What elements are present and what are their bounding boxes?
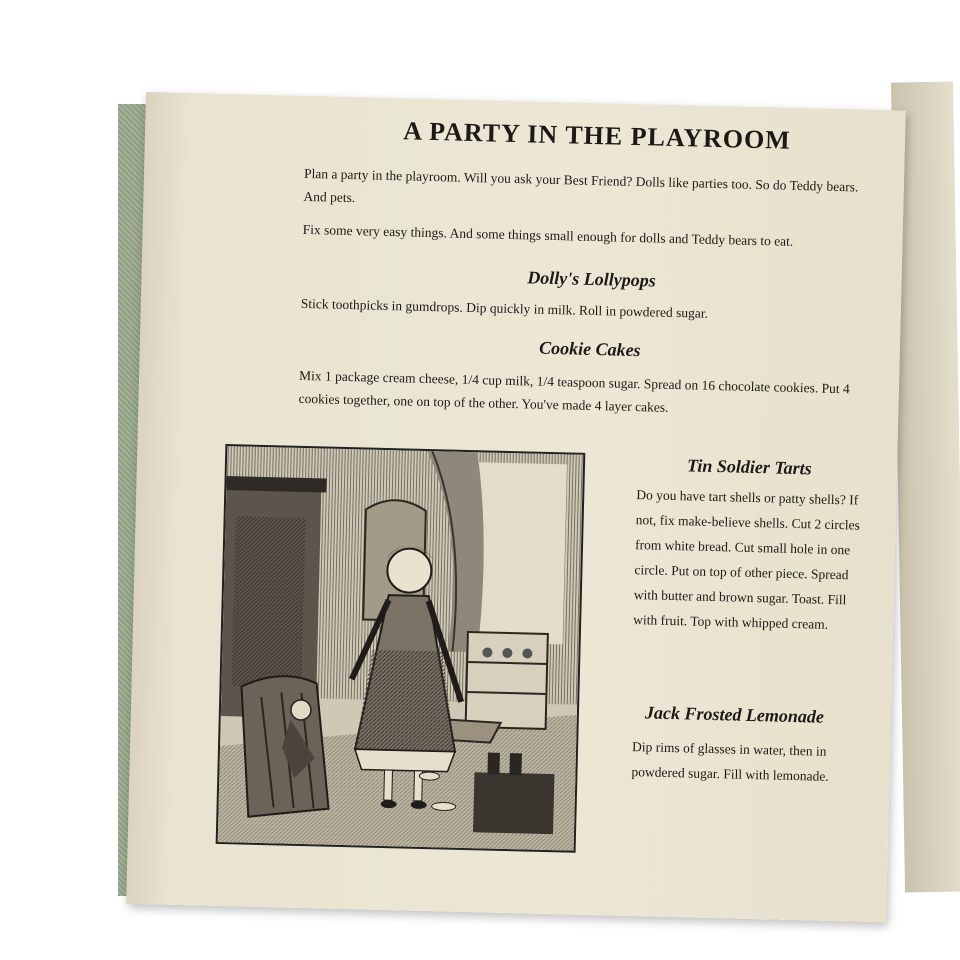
page-content	[286, 114, 860, 907]
recipe-title-tin-soldier-tarts: Tin Soldier Tarts	[686, 455, 812, 479]
recipe-title-jack-frosted-lemonade: Jack Frosted Lemonade	[644, 702, 825, 727]
recipe-text-dollys-lollypops: Stick toothpicks in gumdrops. Dip quickly in milk. Roll in powdered sugar.	[300, 295, 709, 321]
recipe-text-cookie-cakes: Mix 1 package cream cheese, 1/4 cup milk, 1/4 teaspoon sugar. Spread on 16 chocolate cookies. Put 4 cookies together, one on top of the other. You've made 4 layer cakes.	[298, 367, 850, 415]
recipe-title-cookie-cakes: Cookie Cakes	[538, 337, 641, 361]
recipe-title-dollys-lollypops: Dolly's Lollypops	[527, 267, 657, 291]
recipe-text-jack-frosted-lemonade: Dip rims of glasses in water, then in powdered sugar. Fill with lemonade.	[631, 739, 829, 784]
intro-paragraph-2: Fix some very easy things. And some things small enough for dolls and Teddy bears to eat.	[302, 221, 794, 249]
intro-paragraph-1: Plan a party in the playroom. Will you ask your Best Friend? Dolls like parties too. So do Teddy bears. And pets.	[303, 165, 859, 206]
book-page	[126, 92, 906, 922]
playroom-illustration	[216, 444, 586, 853]
page-title: A PARTY IN THE PLAYROOM	[402, 116, 792, 155]
recipe-text-tin-soldier-tarts: Do you have tart shells or patty shells? If not, fix make-believe shells. Cut 2 circles from white bread. Cut small hole in one circle. Put on top of other piece. Spread with butter and brown sugar. Toast. Fill with fruit. Top with whipped cream.	[633, 487, 861, 632]
girl-with-dolls-engraving-icon	[218, 446, 584, 851]
